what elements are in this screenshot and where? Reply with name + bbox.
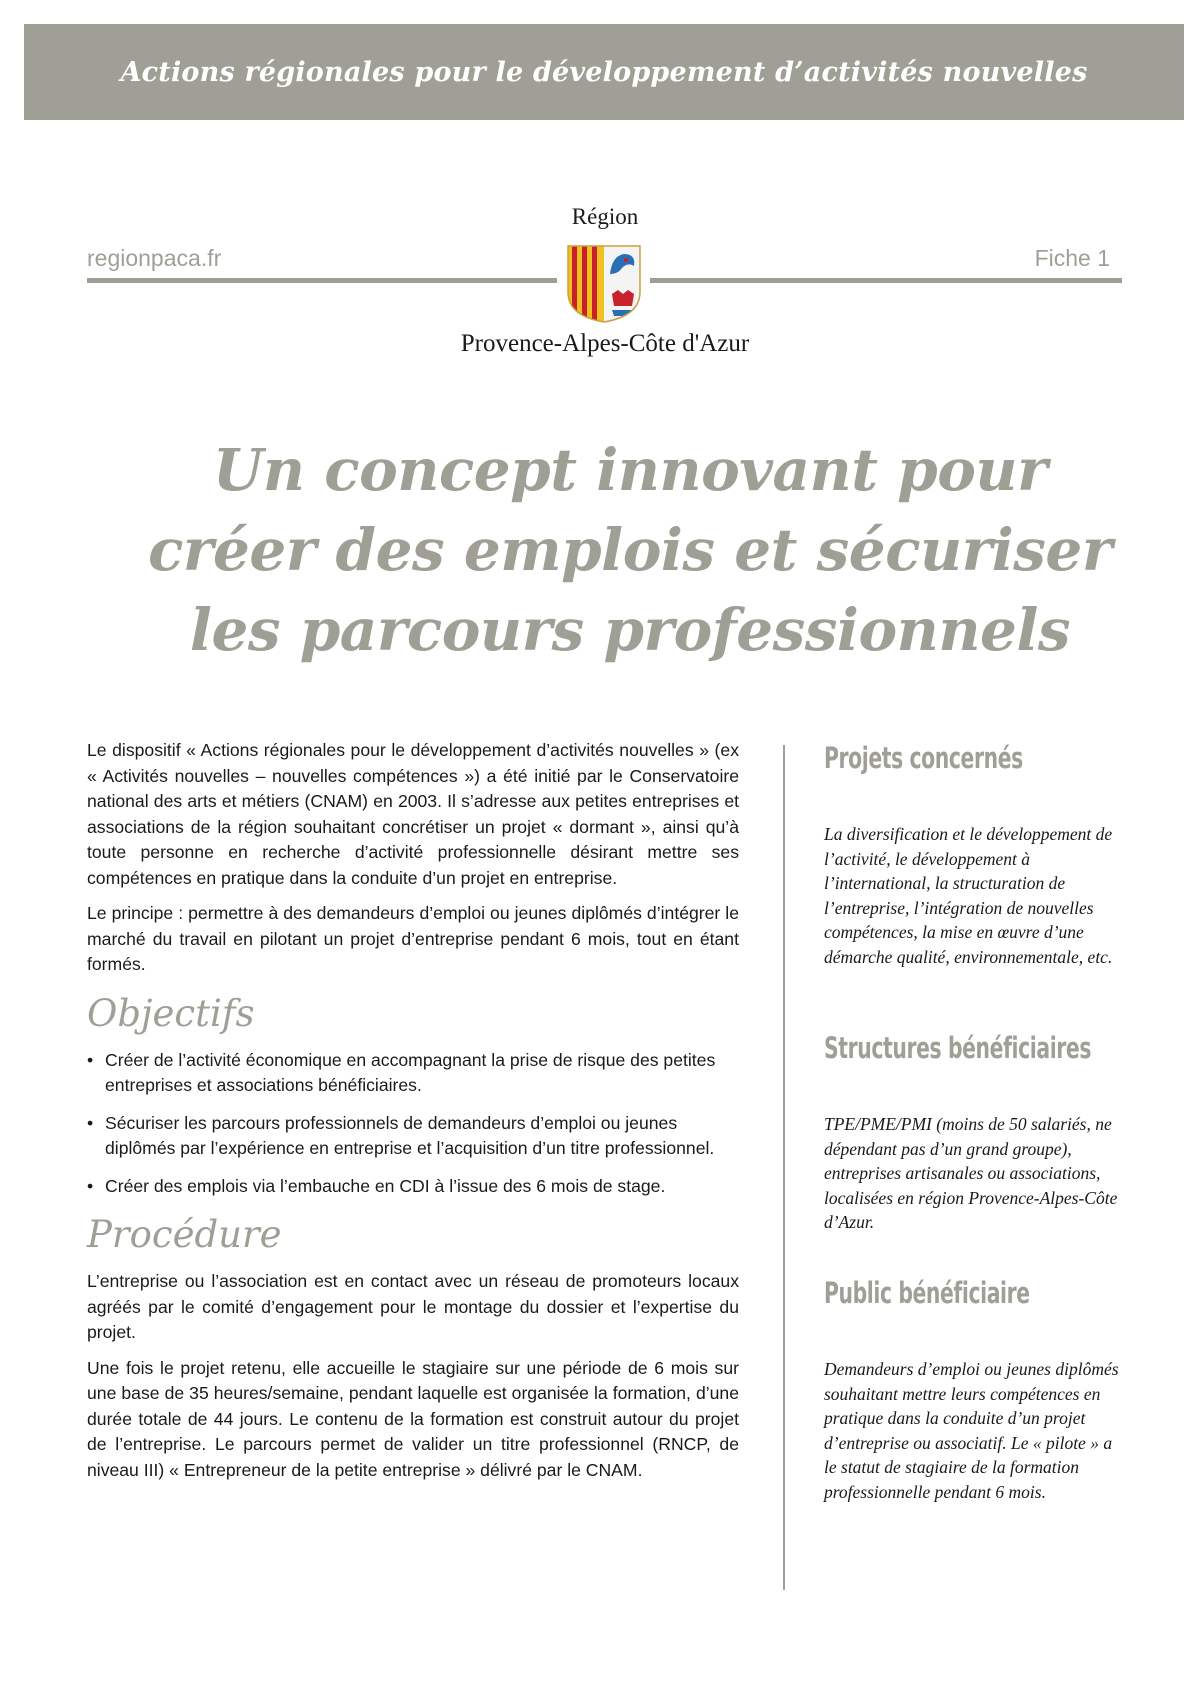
structures-text: TPE/PME/PMI (moins de 50 salariés, ne dépendant pas d’un grand groupe), entreprises artisanales ou associations, localisées en région Provence-Alpes-Côte d’Azur. <box>824 1114 1118 1232</box>
list-item: • Sécuriser les parcours professionnels de demandeurs d’emploi ou jeunes diplômés par l’expérience en entreprise et l’acquisition d’un titre professionnel. <box>87 1111 739 1162</box>
intro-paragraph-1: Le dispositif « Actions régionales pour le développement d’activités nouvelles » (ex « Activités nouvelles – nouvelles compétences ») a été initié par le Conservatoire national des arts et métiers (CNAM) en 2003. Il s’adresse aux petites entreprises et associations de la région souhaitant concrétiser un projet « dormant », ainsi qu’à toute personne en recherche d’activité professionnelle désirant mettre ses compétences en pratique dans la conduite d’un projet en entreprise. <box>87 740 739 888</box>
sidebar-section-projets <box>824 738 1124 969</box>
header-rule-left <box>87 278 557 283</box>
header-rule-right <box>650 278 1122 283</box>
main-column <box>87 738 739 1493</box>
top-banner <box>24 24 1184 120</box>
page-title <box>80 430 1180 670</box>
column-divider <box>783 745 785 1590</box>
public-text: Demandeurs d’emploi ou jeunes diplômés souhaitant mettre leurs compétences en pratique dans la conduite d’un projet d’entreprise ou associatif. Le « pilote » a le statut de stagiaire de la formation professionnelle pendant 6 mois. <box>824 1359 1119 1502</box>
procedure-heading: Procédure <box>87 1213 282 1256</box>
projets-text: La diversification et le développement de l’activité, le développement à l’international, la structuration de l’entreprise, l’intégration de nouvelles compétences, la mise en œuvre d’une démarche qualité, environnementale, etc. <box>824 824 1113 967</box>
list-item: • Créer des emplois via l’embauche en CDI à l’issue des 6 mois de stage. <box>87 1174 739 1200</box>
logo-provence-label: Provence-Alpes-Côte d'Azur <box>460 330 750 357</box>
projets-heading: Projets concernés <box>824 741 1023 775</box>
objectifs-heading: Objectifs <box>87 991 255 1035</box>
site-url: regionpaca.fr <box>87 245 222 271</box>
procedure-paragraph-1: L’entreprise ou l’association est en contact avec un réseau de promoteurs locaux agréés par le comité d’engagement pour le montage du dossier et l’expertise du projet. <box>87 1271 739 1342</box>
title-line-3: les parcours professionnels <box>189 596 1071 664</box>
banner-title: Actions régionales pour le développement d’activités nouvelles <box>120 56 1088 88</box>
procedure-paragraph-2: Une fois le projet retenu, elle accueille le stagiaire sur une période de 6 mois sur une base de 35 heures/semaine, pendant laquelle est organisée la formation, d’une durée totale de 44 jours. Le contenu de la formation est construit autour du projet de l’entreprise. Le parcours permet de valider un titre professionnel (RNCP, de niveau III) « Entrepreneur de la petite entreprise » délivré par le CNAM. <box>87 1357 739 1480</box>
title-line-1: Un concept innovant pour <box>212 436 1048 504</box>
public-heading: Public bénéficiaire <box>824 1276 1030 1310</box>
intro-paragraph-2: Le principe : permettre à des demandeurs d’emploi ou jeunes diplômés d’intégrer le marché du travail en pilotant un projet d’entreprise pendant 6 mois, tout en étant formés. <box>87 903 739 974</box>
logo-region-label: Région <box>571 204 639 229</box>
structures-heading: Structures bénéficiaires <box>824 1031 1092 1065</box>
sidebar-section-public <box>824 1273 1124 1504</box>
list-item: • Créer de l’activité économique en accompagnant la prise de risque des petites entreprises et associations bénéficiaires. <box>87 1048 739 1099</box>
region-coat-of-arms-icon <box>566 244 642 324</box>
fiche-number: Fiche 1 <box>1034 245 1110 271</box>
title-line-2: créer des emplois et sécuriser <box>148 516 1112 584</box>
objectifs-list <box>87 1048 739 1200</box>
sidebar-section-structures <box>824 1028 1124 1235</box>
